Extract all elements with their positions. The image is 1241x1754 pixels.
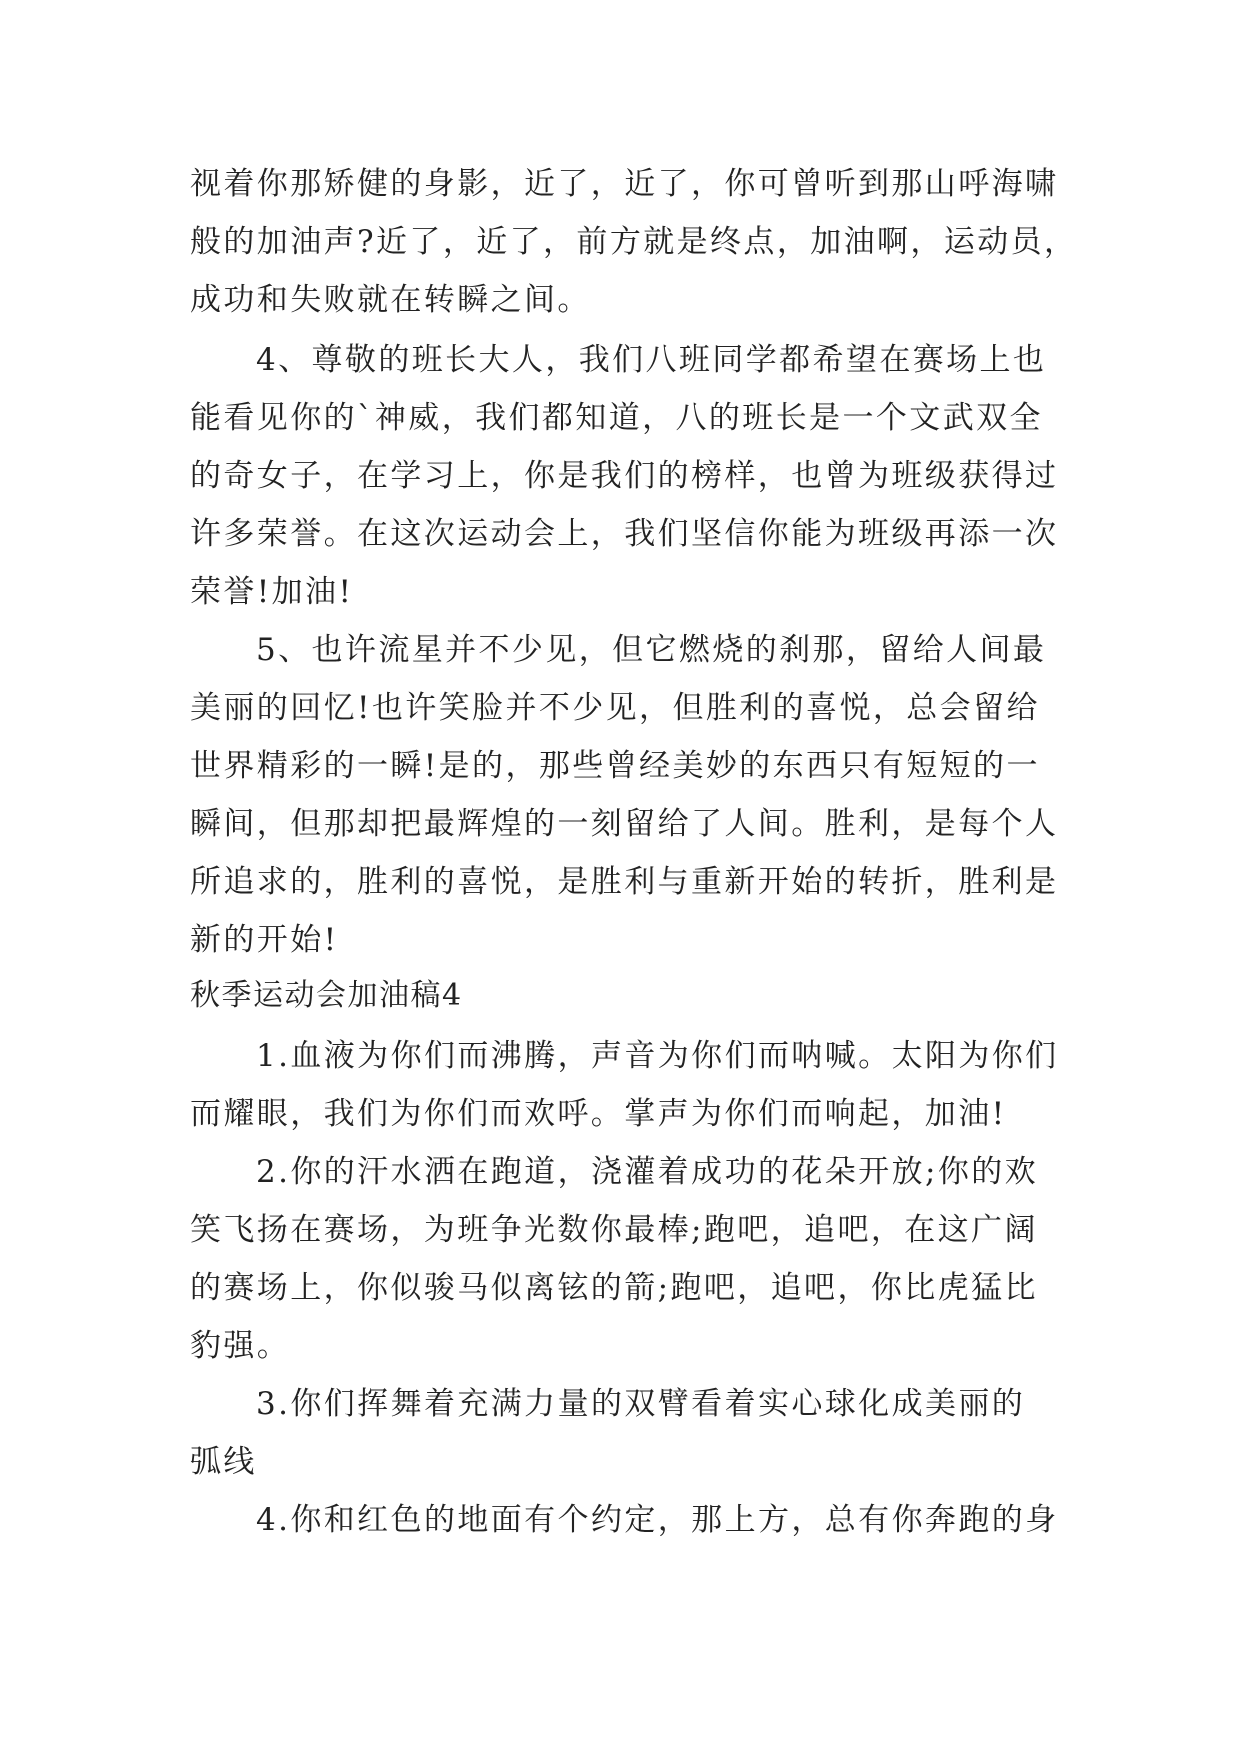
paragraph-line: 瞬间，但那却把最辉煌的一刻留给了人间。胜利，是每个人 [190,806,1059,842]
paragraph-line: 笑飞扬在赛场，为班争光数你最棒;跑吧，追吧，在这广阔 [190,1212,1038,1248]
paragraph-line: 5、也许流星并不少见，但它燃烧的刹那，留给人间最 [256,632,1047,668]
paragraph-line: 视着你那矫健的身影，近了，近了，你可曾听到那山呼海啸 [190,166,1059,202]
paragraph-line: 能看见你的`神威，我们都知道，八的班长是一个文武双全 [190,400,1043,436]
paragraph-line: 所追求的，胜利的喜悦，是胜利与重新开始的转折，胜利是 [190,864,1059,900]
paragraph-line: 而耀眼，我们为你们而欢呼。掌声为你们而响起，加油! [190,1096,1007,1132]
paragraph-line: 般的加油声?近了，近了，前方就是终点，加油啊，运动员， [190,224,1078,260]
paragraph-line: 3.你们挥舞着充满力量的双臂看着实心球化成美丽的 [256,1386,1026,1422]
paragraph-line: 4、尊敬的班长大人，我们八班同学都希望在赛场上也 [256,342,1047,378]
paragraph-line: 2.你的汗水洒在跑道，浇灌着成功的花朵开放;你的欢 [256,1154,1039,1190]
paragraph-line: 世界精彩的一瞬!是的，那些曾经美妙的东西只有短短的一 [190,748,1040,784]
paragraph-line: 弧线 [190,1444,257,1480]
paragraph-line: 1.血液为你们而沸腾，声音为你们而呐喊。太阳为你们 [256,1038,1059,1074]
paragraph-line: 荣誉!加油! [190,574,354,610]
paragraph-line: 美丽的回忆!也许笑脸并不少见，但胜利的喜悦，总会留给 [190,690,1040,726]
section-heading: 秋季运动会加油稿4 [190,978,463,1013]
paragraph-line: 豹强。 [190,1328,291,1364]
paragraph-line: 的奇女子，在学习上，你是我们的榜样，也曾为班级获得过 [190,458,1059,494]
paragraph-line: 4.你和红色的地面有个约定，那上方，总有你奔跑的身 [256,1502,1059,1538]
paragraph-line: 许多荣誉。在这次运动会上，我们坚信你能为班级再添一次 [190,516,1059,552]
paragraph-line: 成功和失败就在转瞬之间。 [190,282,591,318]
paragraph-line: 的赛场上，你似骏马似离铉的箭;跑吧，追吧，你比虎猛比 [190,1270,1038,1306]
paragraph-line: 新的开始! [190,922,339,958]
